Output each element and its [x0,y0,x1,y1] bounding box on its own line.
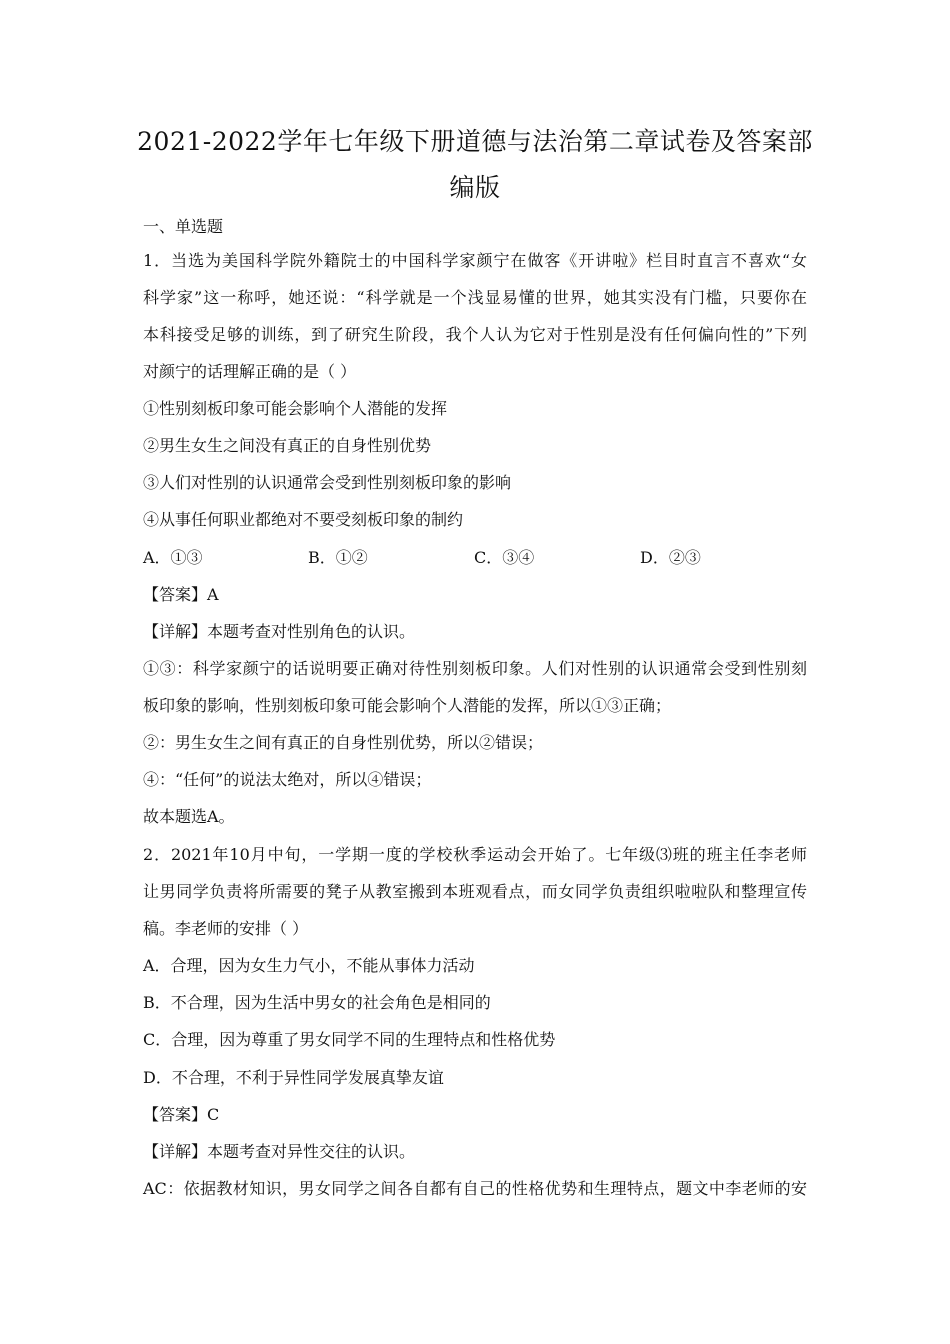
q2-stem-line-3: 稿。李老师的安排（ ） [143,919,309,938]
document-title-line-1: 2021-2022学年七年级下册道德与法治第二章试卷及答案部 [137,127,813,156]
q1-statement-1: ①性别刻板印象可能会影响个人潜能的发挥 [143,399,448,418]
q1-option-d: D．②③ [640,548,701,567]
q1-statement-2: ②男生女生之间没有真正的自身性别优势 [143,436,432,455]
q2-option-b: B．不合理，因为生活中男女的社会角色是相同的 [143,993,491,1012]
q1-explanation-line-1: 【详解】本题考查对性别角色的认识。 [143,622,416,641]
q2-option-a: A．合理，因为女生力气小，不能从事体力活动 [143,956,475,975]
q2-stem-line-2: 让男同学负责将所需要的凳子从教室搬到本班观看点，而女同学负责组织啦啦队和整理宣传 [143,882,807,901]
q1-explanation-line-2: ①③：科学家颜宁的话说明要正确对待性别刻板印象。人们对性别的认识通常会受到性别刻 [143,659,807,678]
q1-option-c: C．③④ [474,548,535,567]
q2-option-c: C．合理，因为尊重了男女同学不同的生理特点和性格优势 [143,1030,556,1049]
q1-stem-line-2: 科学家”这一称呼，她还说：“科学就是一个浅显易懂的世界，她其实没有门槛，只要你在 [143,288,807,307]
q1-option-b: B．①② [308,548,368,567]
q1-stem-line-4: 对颜宁的话理解正确的是（ ） [143,362,357,381]
q1-explanation-line-4: ②：男生女生之间有真正的自身性别优势，所以②错误； [143,733,544,752]
q1-answer: 【答案】A [143,585,219,604]
q1-stem-line-3: 本科接受足够的训练，到了研究生阶段，我个人认为它对于性别是没有任何偏向性的”下列 [143,325,807,344]
q2-stem-line-1: 2．2021年10月中旬，一学期一度的学校秋季运动会开始了。七年级⑶班的班主任李老师 [143,845,807,864]
q1-statement-3: ③人们对性别的认识通常会受到性别刻板印象的影响 [143,473,512,492]
q1-explanation-line-6: 故本题选A。 [143,807,235,826]
q1-statement-4: ④从事任何职业都绝对不要受刻板印象的制约 [143,510,464,529]
q1-stem-line-1: 1．当选为美国科学院外籍院士的中国科学家颜宁在做客《开讲啦》栏目时直言不喜欢“女 [143,251,807,270]
q2-option-d: D．不合理，不利于异性同学发展真挚友谊 [143,1068,444,1087]
q1-option-a: A．①③ [143,548,203,567]
q2-answer: 【答案】C [143,1105,220,1124]
q2-explanation-line-1: 【详解】本题考查对异性交往的认识。 [143,1142,416,1161]
document-title-line-2: 编版 [449,173,501,202]
q1-explanation-line-3: 板印象的影响，性别刻板印象可能会影响个人潜能的发挥，所以①③正确； [143,696,672,715]
section-heading: 一、单选题 [143,217,224,236]
q2-explanation-line-2: AC：依据教材知识，男女同学之间各自都有自己的性格优势和生理特点，题文中李老师的安 [143,1179,807,1198]
q1-explanation-line-5: ④：“任何”的说法太绝对，所以④错误； [143,770,432,789]
